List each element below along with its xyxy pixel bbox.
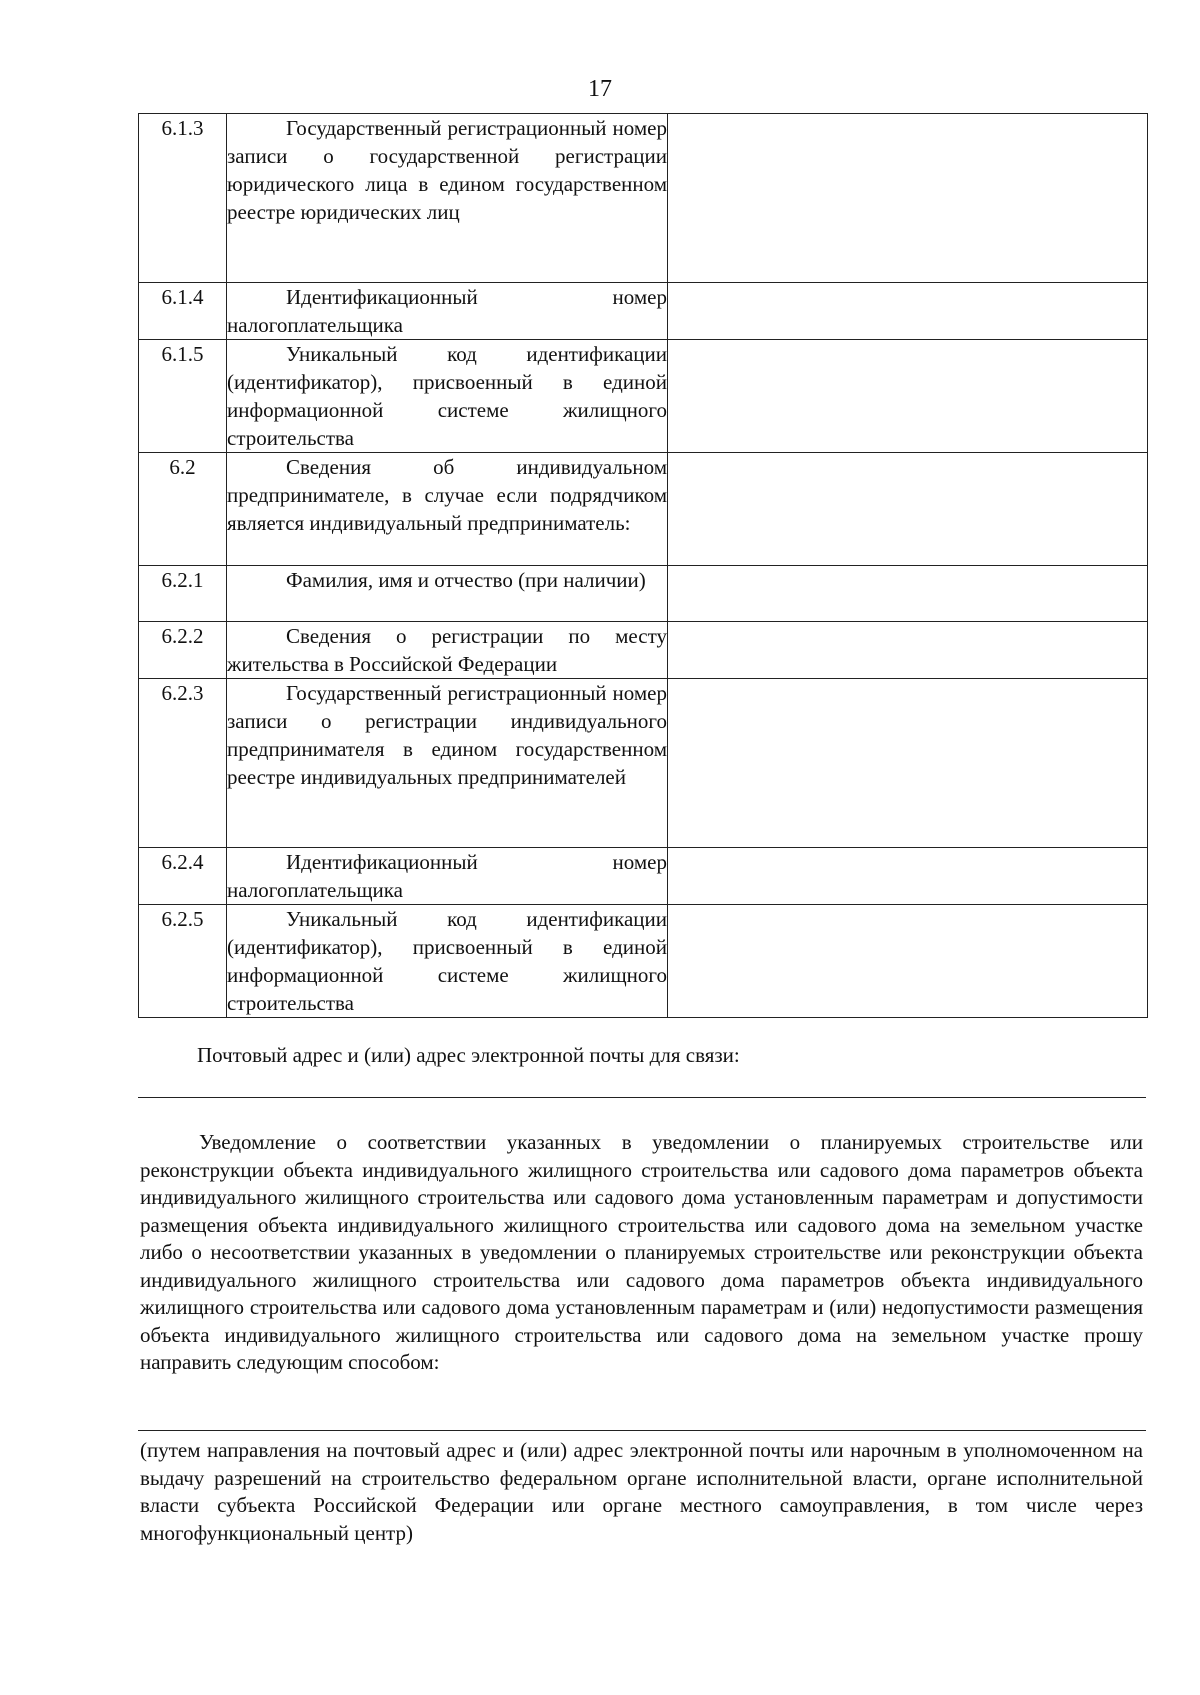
- row-value[interactable]: [668, 340, 1148, 453]
- table-row: [139, 114, 1148, 283]
- row-number: 6.1.3: [139, 114, 227, 283]
- row-value[interactable]: [668, 905, 1148, 1018]
- method-input-line[interactable]: [138, 1430, 1146, 1431]
- row-label: Уникальный код идентификации (идентификатор), присвоенный в единой информационной системе жилищного строительства: [227, 340, 668, 453]
- row-label: Сведения о регистрации по месту жительства в Российской Федерации: [227, 622, 668, 679]
- table-row: [139, 622, 1148, 679]
- row-label: Фамилия, имя и отчество (при наличии): [227, 566, 668, 622]
- row-number: 6.1.5: [139, 340, 227, 453]
- row-value[interactable]: [668, 283, 1148, 340]
- row-label: Идентификационный номер налогоплательщика: [227, 283, 668, 340]
- contact-input-line[interactable]: [138, 1097, 1146, 1098]
- row-label: Государственный регистрационный номер записи о регистрации индивидуального предпринимателя в едином государственном реестре индивидуальных предпринимателей: [227, 679, 668, 848]
- table-row: [139, 566, 1148, 622]
- contact-label: Почтовый адрес и (или) адрес электронной почты для связи:: [197, 1043, 740, 1067]
- row-value[interactable]: [668, 566, 1148, 622]
- row-number: 6.1.4: [139, 283, 227, 340]
- table-row: [139, 340, 1148, 453]
- row-value[interactable]: [668, 453, 1148, 566]
- row-number: 6.2.5: [139, 905, 227, 1018]
- method-note: (путем направления на почтовый адрес и (или) адрес электронной почты или нарочным в уполномоченном на выдачу разрешений на строительство федеральном органе исполнительной власти, органе исполнительной власти субъекта Российской Федерации или органе местного самоуправления, в том числе через многофункциональный центр): [140, 1438, 1143, 1545]
- row-number: 6.2.1: [139, 566, 227, 622]
- row-number: 6.2: [139, 453, 227, 566]
- page-number: 17: [588, 76, 612, 102]
- row-value[interactable]: [668, 848, 1148, 905]
- table-row: [139, 283, 1148, 340]
- table-row: [139, 848, 1148, 905]
- row-value[interactable]: [668, 114, 1148, 283]
- row-label: Уникальный код идентификации (идентификатор), присвоенный в единой информационной системе жилищного строительства: [227, 905, 668, 1018]
- row-label: Сведения об индивидуальном предпринимателе, в случае если подрядчиком является индивидуальный предприниматель:: [227, 453, 668, 566]
- row-label: Идентификационный номер налогоплательщика: [227, 848, 668, 905]
- row-number: 6.2.3: [139, 679, 227, 848]
- notification-paragraph: Уведомление о соответствии указанных в уведомлении о планируемых строительстве или реконструкции объекта индивидуального жилищного строительства или садового дома параметров объекта индивидуального жилищного строительства или садового дома установленным параметрам и допустимости размещения объекта индивидуального жилищного строительства или садового дома на земельном участке либо о несоответствии указанных в уведомлении о планируемых строительстве или реконструкции объекта индивидуального жилищного строительства или садового дома параметров объекта индивидуального жилищного строительства или садового дома установленным параметрам и (или) недопустимости размещения объекта индивидуального жилищного строительства или садового дома на земельном участке прошу направить следующим способом:: [140, 1130, 1143, 1374]
- info-table: [138, 113, 1148, 1018]
- row-number: 6.2.2: [139, 622, 227, 679]
- row-number: 6.2.4: [139, 848, 227, 905]
- row-value[interactable]: [668, 679, 1148, 848]
- table-row: [139, 453, 1148, 566]
- row-value[interactable]: [668, 622, 1148, 679]
- table-row: [139, 905, 1148, 1018]
- row-label: Государственный регистрационный номер записи о государственной регистрации юридического лица в едином государственном реестре юридических лиц: [227, 114, 668, 283]
- table-row: [139, 679, 1148, 848]
